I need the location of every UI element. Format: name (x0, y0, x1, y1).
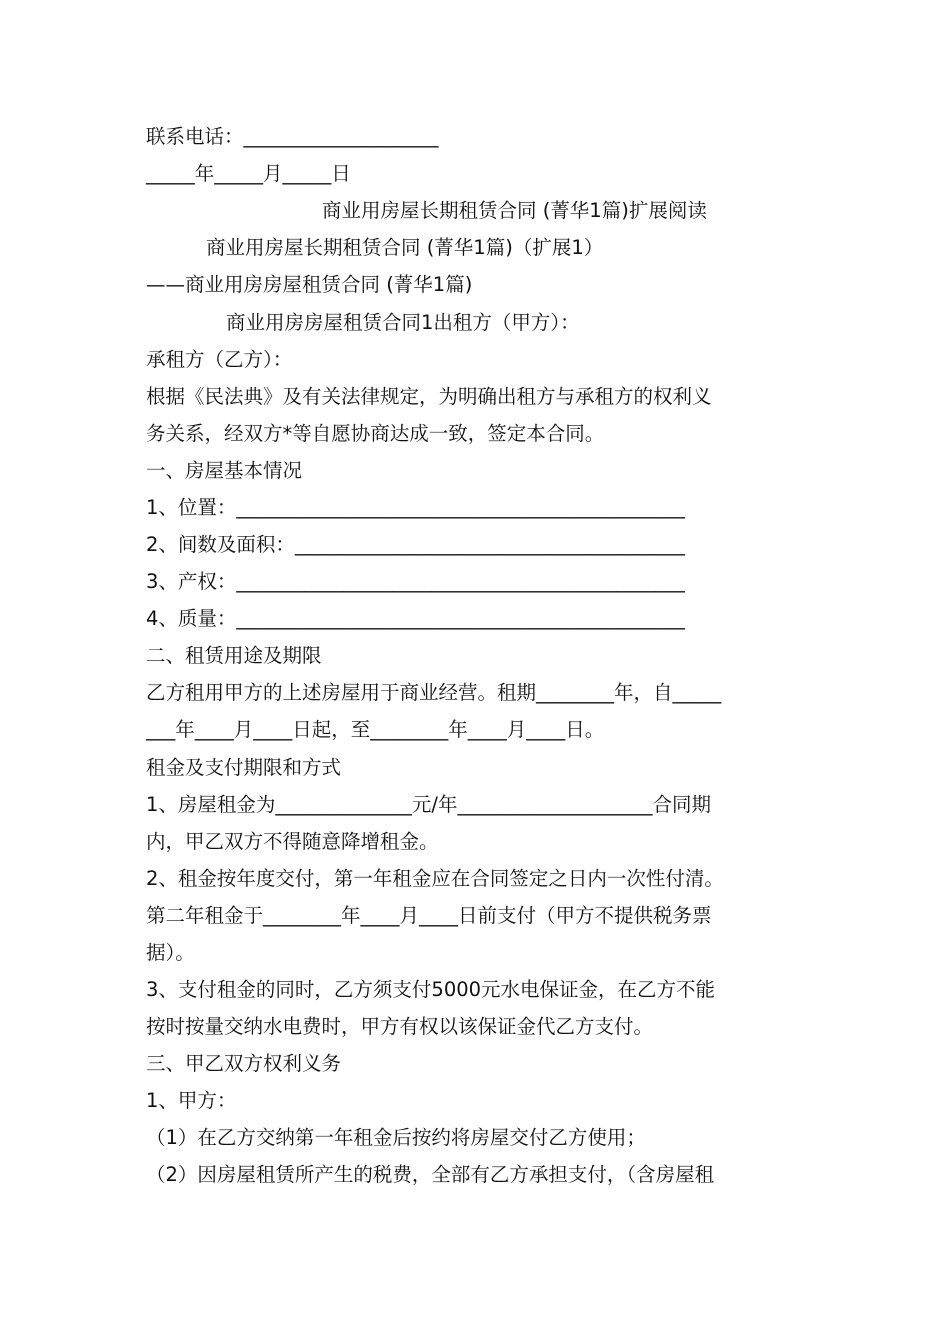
deposit-line-2: 按时按量交纳水电费时，甲方有权以该保证金代乙方支付。 (146, 1015, 654, 1038)
rent-payment-heading: 租金及支付期限和方式 (146, 756, 342, 779)
date-line: _____年_____月_____日 (146, 162, 351, 185)
annual-payment-line-1: 2、租金按年度交付，第一年租金应在合同签定之日内一次性付清。 (146, 867, 724, 890)
extension-heading: 商业用房屋长期租赁合同 (菁华1篇)（扩展1） (206, 236, 604, 259)
annual-payment-line-3: 据）。 (146, 941, 195, 964)
preamble-line-2: 务关系，经双方*等自愿协商达成一致，签定本合同。 (146, 422, 605, 445)
section-1-heading: 一、房屋基本情况 (146, 459, 303, 482)
rent-amount-line-2: 内，甲乙双方不得随意降增租金。 (146, 830, 439, 853)
section-2-heading: 二、租赁用途及期限 (146, 644, 322, 667)
lease-term-line-1: 乙方租用甲方的上述房屋用于商业经营。租期________年，自_____ (146, 681, 722, 704)
deposit-line-1: 3、支付租金的同时，乙方须支付5000元水电保证金，在乙方不能 (146, 978, 716, 1001)
annual-payment-line-2: 第二年租金于________年____月____日前支付（甲方不提供税务票 (146, 904, 712, 927)
section-3-heading: 三、甲乙双方权利义务 (146, 1052, 342, 1075)
quality-field: 4、质量：______________________________________________ (146, 607, 685, 630)
lessor-line: 商业用房房屋租赁合同1出租方（甲方）： (226, 311, 580, 334)
contract-subtitle: ——商业用房房屋租赁合同 (菁华1篇) (146, 273, 473, 296)
rooms-area-field: 2、间数及面积：________________________________________ (146, 533, 685, 556)
rent-amount-line-1: 1、房屋租金为______________元/年____________________合同期 (146, 793, 711, 816)
lessee-line: 承租方（乙方）： (146, 348, 293, 371)
contact-phone-line: 联系电话：____________________ (146, 125, 439, 148)
party-a-item-2: （2）因房屋租赁所产生的税费，全部有乙方承担支付，（含房屋租 (146, 1163, 715, 1186)
preamble-line-1: 根据《民法典》及有关法律规定，为明确出租方与承租方的权利义 (146, 385, 712, 408)
party-a-heading: 1、甲方： (146, 1089, 237, 1112)
lease-term-line-2: ___年____月____日起，至________年____月____日。 (146, 718, 605, 741)
location-field: 1、位置：______________________________________________ (146, 496, 685, 519)
party-a-item-1: （1）在乙方交纳第一年租金后按约将房屋交付乙方使用； (146, 1126, 646, 1149)
extended-reading-title: 商业用房屋长期租赁合同 (菁华1篇)扩展阅读 (322, 199, 707, 222)
property-right-field: 3、产权：______________________________________________ (146, 570, 685, 593)
